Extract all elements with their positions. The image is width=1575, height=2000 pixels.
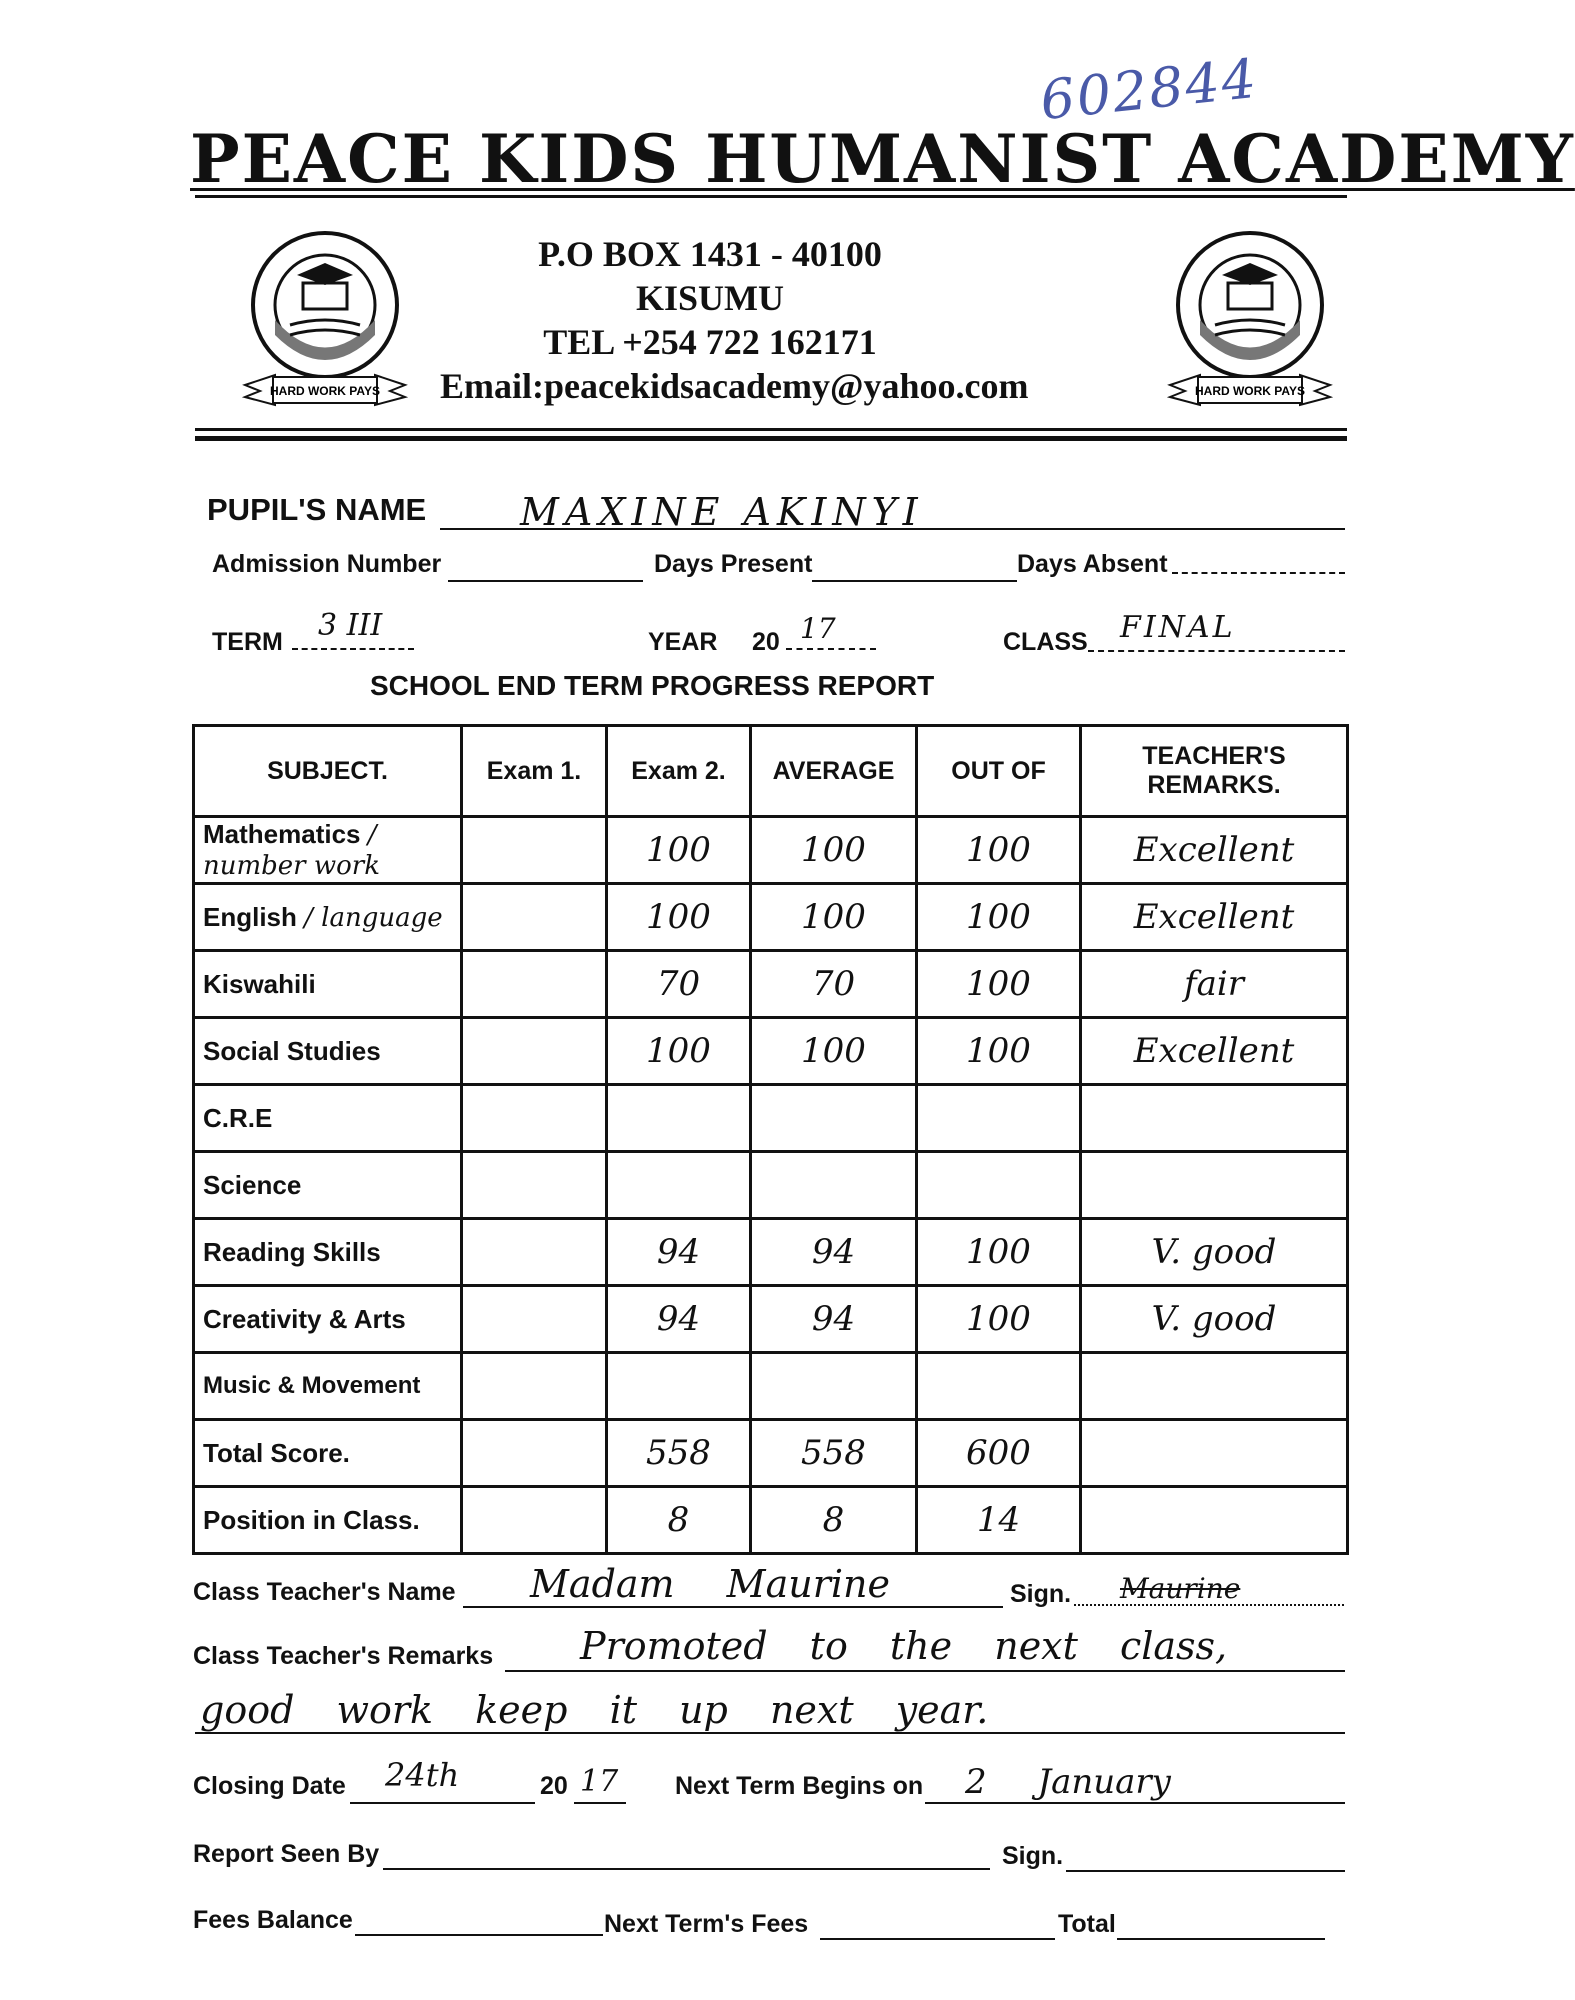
closing-year-line bbox=[574, 1802, 626, 1804]
teacher-remark: fair bbox=[1184, 964, 1244, 1004]
remarks-cell bbox=[1081, 951, 1348, 1018]
fees-balance-line bbox=[355, 1934, 603, 1936]
exam2-cell bbox=[607, 1353, 751, 1420]
exam1-cell bbox=[462, 817, 607, 884]
pupil-name-value: MAXINE AKINYI bbox=[520, 490, 924, 534]
admission-number-label: Admission Number bbox=[212, 550, 442, 578]
header-rule-bottom bbox=[195, 436, 1347, 441]
sign2-line bbox=[1066, 1870, 1345, 1872]
subject-cell bbox=[194, 817, 462, 884]
closing-year-prefix: 20 bbox=[540, 1772, 568, 1800]
total-average: 558 bbox=[801, 1433, 866, 1473]
subject-handwritten: / number work bbox=[203, 820, 380, 881]
header-exam1: Exam 1. bbox=[462, 726, 607, 817]
year-line bbox=[786, 648, 876, 650]
term-line bbox=[292, 648, 414, 650]
average-score: 100 bbox=[801, 830, 866, 870]
logo-motto-right: HARD WORK PAYS bbox=[1194, 384, 1306, 398]
subject-name: Mathematics bbox=[203, 819, 361, 849]
table-row bbox=[194, 1219, 1348, 1286]
position-exam2: 8 bbox=[667, 1500, 690, 1540]
table-row bbox=[194, 1018, 1348, 1085]
total-score-label: Total Score. bbox=[194, 1420, 462, 1487]
exam1-cell bbox=[462, 884, 607, 951]
teacher-remark: Excellent bbox=[1133, 1031, 1295, 1071]
exam2-cell bbox=[607, 951, 751, 1018]
subject-name: Science bbox=[203, 1169, 302, 1200]
subject-cell bbox=[194, 1152, 462, 1219]
remarks-cell bbox=[1081, 817, 1348, 884]
subject-cell bbox=[194, 1085, 462, 1152]
remarks-cell bbox=[1081, 1219, 1348, 1286]
teacher-name-line bbox=[463, 1606, 1003, 1608]
school-logo-left bbox=[235, 225, 415, 425]
next-fees-line bbox=[820, 1938, 1055, 1940]
closing-date-value: 24th bbox=[385, 1756, 460, 1794]
teacher-name-value: Madam Maurine bbox=[530, 1562, 890, 1606]
average-cell bbox=[751, 884, 917, 951]
exam2-cell bbox=[607, 817, 751, 884]
teacher-remarks-line-2 bbox=[195, 1732, 1345, 1734]
remarks-cell bbox=[1081, 1487, 1348, 1554]
average-cell bbox=[751, 1018, 917, 1085]
term-value: 3 III bbox=[318, 608, 383, 643]
average-cell bbox=[751, 817, 917, 884]
out-of-score: 100 bbox=[966, 830, 1031, 870]
header-exam2: Exam 2. bbox=[607, 726, 751, 817]
total-line bbox=[1117, 1938, 1325, 1940]
fees-balance-label: Fees Balance bbox=[193, 1906, 353, 1934]
closing-date-label: Closing Date bbox=[193, 1772, 346, 1800]
total-out-of: 600 bbox=[966, 1433, 1031, 1473]
average-cell bbox=[751, 1286, 917, 1353]
teacher-remark: Excellent bbox=[1133, 897, 1295, 937]
total-score-row bbox=[194, 1420, 1348, 1487]
average-score: 94 bbox=[811, 1232, 856, 1272]
teacher-remarks-value-2: good work keep it up next year. bbox=[200, 1688, 989, 1732]
header-average: AVERAGE bbox=[751, 726, 917, 817]
average-cell bbox=[751, 1353, 917, 1420]
report-seen-line bbox=[383, 1868, 990, 1870]
exam1-cell bbox=[462, 1219, 607, 1286]
days-present-label: Days Present bbox=[654, 550, 813, 578]
exam2-score: 100 bbox=[646, 1031, 711, 1071]
report-seen-label: Report Seen By bbox=[193, 1840, 380, 1868]
progress-table bbox=[192, 724, 1349, 1555]
header-remarks: TEACHER'S REMARKS. bbox=[1081, 726, 1348, 817]
school-name: PEACE KIDS HUMANIST ACADEMY bbox=[190, 120, 1575, 198]
teacher-remarks-label: Class Teacher's Remarks bbox=[193, 1642, 494, 1670]
remarks-cell bbox=[1081, 1085, 1348, 1152]
out-of-cell bbox=[917, 884, 1081, 951]
teacher-remark: Excellent bbox=[1133, 830, 1295, 870]
average-score: 100 bbox=[801, 1031, 866, 1071]
subject-cell bbox=[194, 951, 462, 1018]
teacher-remark: V. good bbox=[1151, 1299, 1277, 1339]
exam1-cell bbox=[462, 951, 607, 1018]
remarks-cell bbox=[1081, 884, 1348, 951]
exam1-cell bbox=[462, 1286, 607, 1353]
days-present-line bbox=[812, 580, 1017, 582]
position-label: Position in Class. bbox=[194, 1487, 462, 1554]
average-score: 100 bbox=[801, 897, 866, 937]
subject-name: Reading Skills bbox=[203, 1236, 381, 1267]
teacher-remarks-line-1 bbox=[505, 1670, 1345, 1672]
out-of-score: 100 bbox=[966, 897, 1031, 937]
average-cell bbox=[751, 1487, 917, 1554]
position-out-of: 14 bbox=[976, 1500, 1021, 1540]
out-of-cell bbox=[917, 951, 1081, 1018]
exam2-score: 94 bbox=[656, 1299, 701, 1339]
next-term-line bbox=[925, 1802, 1345, 1804]
average-cell bbox=[751, 1152, 917, 1219]
address-line-4: Email:peacekidsacademy@yahoo.com bbox=[440, 366, 1029, 406]
total-exam2: 558 bbox=[646, 1433, 711, 1473]
class-label: CLASS bbox=[1003, 628, 1088, 656]
subject-name: Kiswahili bbox=[203, 968, 316, 999]
subject-name: Social Studies bbox=[203, 1035, 381, 1066]
out-of-score: 100 bbox=[966, 1031, 1031, 1071]
serial-number: 602844 bbox=[1037, 46, 1261, 133]
subject-cell bbox=[194, 1018, 462, 1085]
exam1-cell bbox=[462, 1353, 607, 1420]
out-of-score: 100 bbox=[966, 1232, 1031, 1272]
year-prefix: 20 bbox=[752, 628, 780, 656]
out-of-score: 100 bbox=[966, 1299, 1031, 1339]
remarks-cell bbox=[1081, 1353, 1348, 1420]
out-of-cell bbox=[917, 1420, 1081, 1487]
subject-name: English bbox=[203, 901, 297, 932]
table-row bbox=[194, 1353, 1348, 1420]
year-label: YEAR bbox=[648, 628, 718, 656]
average-cell bbox=[751, 1420, 917, 1487]
average-cell bbox=[751, 1085, 917, 1152]
subject-cell bbox=[194, 1353, 462, 1420]
out-of-score: 100 bbox=[966, 964, 1031, 1004]
next-term-label: Next Term Begins on bbox=[675, 1772, 924, 1800]
class-value: FINAL bbox=[1120, 610, 1236, 645]
remarks-cell bbox=[1081, 1152, 1348, 1219]
closing-date-line bbox=[350, 1802, 535, 1804]
table-row bbox=[194, 1152, 1348, 1219]
sign-label: Sign. bbox=[1010, 1580, 1072, 1608]
out-of-cell bbox=[917, 1085, 1081, 1152]
closing-year-value: 17 bbox=[580, 1764, 619, 1799]
subject-cell bbox=[194, 1286, 462, 1353]
table-row bbox=[194, 884, 1348, 951]
out-of-cell bbox=[917, 1487, 1081, 1554]
address-line-1: P.O BOX 1431 - 40100 bbox=[538, 234, 882, 274]
teacher-name-label: Class Teacher's Name bbox=[193, 1578, 456, 1606]
next-term-value: 2 January bbox=[965, 1762, 1171, 1802]
sign2-label: Sign. bbox=[1002, 1842, 1064, 1870]
next-fees-label: Next Term's Fees bbox=[604, 1910, 809, 1938]
report-title: SCHOOL END TERM PROGRESS REPORT bbox=[370, 670, 935, 701]
exam1-cell bbox=[462, 1085, 607, 1152]
subject-handwritten: / language bbox=[304, 902, 443, 933]
school-address bbox=[440, 232, 1029, 408]
exam2-score: 94 bbox=[656, 1232, 701, 1272]
average-score: 94 bbox=[811, 1299, 856, 1339]
position-row bbox=[194, 1487, 1348, 1554]
subject-name: C.R.E bbox=[203, 1102, 273, 1133]
teacher-remark: V. good bbox=[1151, 1232, 1277, 1272]
address-line-3: TEL +254 722 162171 bbox=[543, 322, 877, 362]
position-average: 8 bbox=[822, 1500, 845, 1540]
exam2-cell bbox=[607, 1487, 751, 1554]
exam2-score: 70 bbox=[656, 964, 701, 1004]
table-header-row bbox=[194, 726, 1348, 817]
subject-cell bbox=[194, 1219, 462, 1286]
header-subject: SUBJECT. bbox=[194, 726, 462, 817]
out-of-cell bbox=[917, 1286, 1081, 1353]
header-rule-top bbox=[195, 195, 1347, 198]
subject-name: Music & Movement bbox=[203, 1372, 421, 1399]
class-line bbox=[1088, 650, 1345, 652]
address-line-2: KISUMU bbox=[635, 278, 784, 318]
days-absent-label: Days Absent bbox=[1017, 550, 1168, 578]
exam1-cell bbox=[462, 1487, 607, 1554]
out-of-cell bbox=[917, 1152, 1081, 1219]
exam2-score: 100 bbox=[646, 897, 711, 937]
average-score: 70 bbox=[811, 964, 856, 1004]
table-row bbox=[194, 951, 1348, 1018]
subject-name: Creativity & Arts bbox=[203, 1303, 406, 1334]
exam2-cell bbox=[607, 1018, 751, 1085]
subject-cell bbox=[194, 884, 462, 951]
exam2-cell bbox=[607, 1286, 751, 1353]
remarks-cell bbox=[1081, 1018, 1348, 1085]
out-of-cell bbox=[917, 817, 1081, 884]
exam2-cell bbox=[607, 1219, 751, 1286]
remarks-cell bbox=[1081, 1286, 1348, 1353]
exam1-cell bbox=[462, 1420, 607, 1487]
exam1-cell bbox=[462, 1018, 607, 1085]
out-of-cell bbox=[917, 1353, 1081, 1420]
exam2-score: 100 bbox=[646, 830, 711, 870]
term-label: TERM bbox=[212, 628, 283, 656]
out-of-cell bbox=[917, 1018, 1081, 1085]
exam2-cell bbox=[607, 884, 751, 951]
remarks-cell bbox=[1081, 1420, 1348, 1487]
teacher-remarks-value-1: Promoted to the next class, bbox=[580, 1624, 1228, 1668]
total-label: Total bbox=[1058, 1910, 1116, 1938]
logo-motto-left: HARD WORK PAYS bbox=[269, 384, 381, 398]
days-absent-line bbox=[1172, 572, 1345, 574]
table-row bbox=[194, 1085, 1348, 1152]
pupil-name-label: PUPIL'S NAME bbox=[207, 492, 427, 527]
average-cell bbox=[751, 1219, 917, 1286]
school-logo-right bbox=[1160, 225, 1340, 425]
table-row bbox=[194, 1286, 1348, 1353]
out-of-cell bbox=[917, 1219, 1081, 1286]
year-value: 17 bbox=[800, 612, 836, 645]
admission-number-line bbox=[448, 580, 643, 582]
average-cell bbox=[751, 951, 917, 1018]
sign-value: Maurine bbox=[1120, 1572, 1241, 1605]
exam1-cell bbox=[462, 1152, 607, 1219]
header-out-of: OUT OF bbox=[917, 726, 1081, 817]
table-row bbox=[194, 817, 1348, 884]
exam2-cell bbox=[607, 1085, 751, 1152]
exam2-cell bbox=[607, 1152, 751, 1219]
exam2-cell bbox=[607, 1420, 751, 1487]
header-rule-mid bbox=[195, 428, 1347, 431]
